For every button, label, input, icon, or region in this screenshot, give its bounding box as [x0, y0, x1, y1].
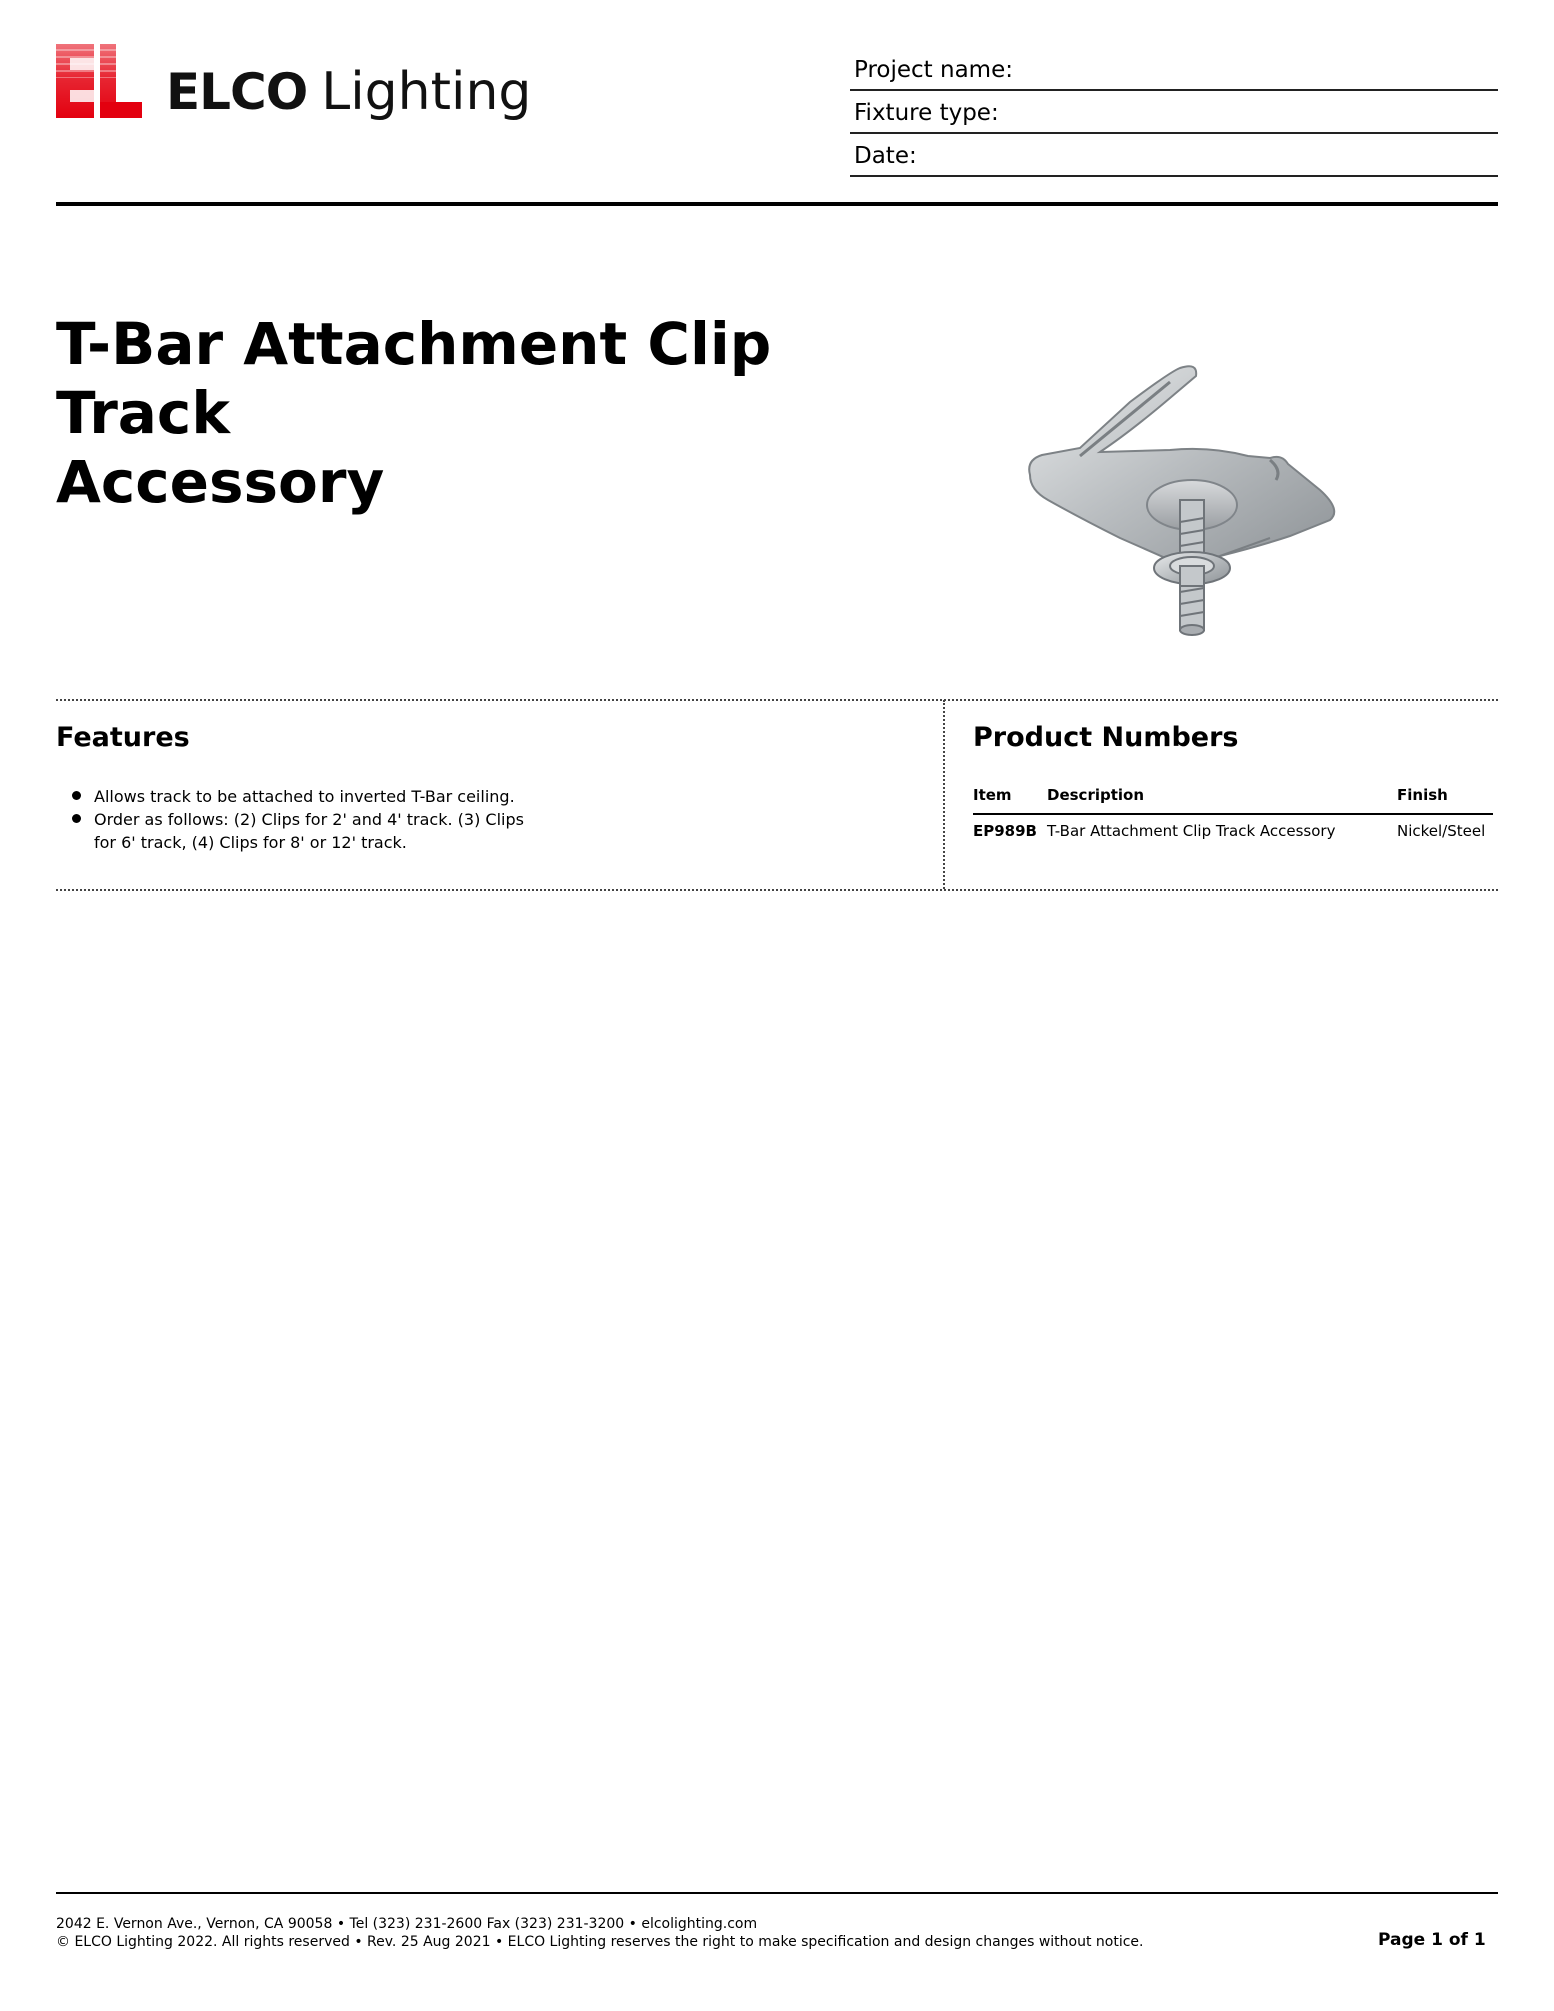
table-cell-description: T-Bar Attachment Clip Track Accessory — [1047, 822, 1336, 840]
column-header-finish: Finish — [1397, 786, 1448, 804]
section-divider-bottom — [56, 889, 1498, 891]
features-heading: Features — [56, 722, 190, 753]
product-numbers-heading: Product Numbers — [973, 722, 1239, 753]
logo-brand-sub: Lighting — [321, 62, 532, 122]
fixture-type-field[interactable] — [850, 91, 1498, 134]
feature-text: Order as follows: (2) Clips for 2' and 4' track. (3) Clips for 6' track, (4) Clips for 8' or 12' track. — [94, 810, 524, 852]
bullet-icon — [72, 814, 81, 823]
features-list — [70, 785, 550, 854]
footer-copyright: © ELCO Lighting 2022. All rights reserved • Rev. 25 Aug 2021 • ELCO Lighting reserves the right to make specification and design changes without notice. — [56, 1934, 1144, 1950]
t-bar-clip-photo-icon — [1020, 360, 1400, 660]
elco-logo — [56, 44, 576, 144]
feature-item — [70, 808, 550, 854]
header-divider — [56, 202, 1498, 206]
section-divider-top — [56, 699, 1498, 701]
title-line-1: T-Bar Attachment Clip Track — [56, 310, 772, 447]
column-header-item: Item — [973, 786, 1012, 804]
column-header-description: Description — [1047, 786, 1145, 804]
footer-address: 2042 E. Vernon Ave., Vernon, CA 90058 • Tel (323) 231-2600 Fax (323) 231-3200 • elcolighting.com — [56, 1916, 758, 1932]
project-name-field[interactable] — [850, 48, 1498, 91]
bullet-icon — [72, 791, 81, 800]
feature-text: Allows track to be attached to inverted T-Bar ceiling. — [94, 787, 515, 806]
fixture-type-label: Fixture type: — [854, 100, 999, 126]
logo-brand: ELCO — [166, 63, 308, 121]
page-number: Page 1 of 1 — [1378, 1930, 1486, 1950]
feature-item — [70, 785, 550, 808]
table-header-rule — [973, 813, 1493, 815]
table-cell-finish: Nickel/Steel — [1397, 822, 1486, 840]
el-logo-mark-icon — [56, 44, 142, 118]
title-line-2: Accessory — [56, 448, 385, 516]
project-name-label: Project name: — [854, 57, 1013, 83]
date-field[interactable] — [850, 134, 1498, 177]
logo-wordmark — [166, 62, 531, 122]
section-divider-vertical — [943, 700, 945, 889]
table-cell-item: EP989B — [973, 822, 1037, 840]
page-title — [56, 310, 956, 517]
date-label: Date: — [854, 143, 917, 169]
footer-divider — [56, 1892, 1498, 1894]
